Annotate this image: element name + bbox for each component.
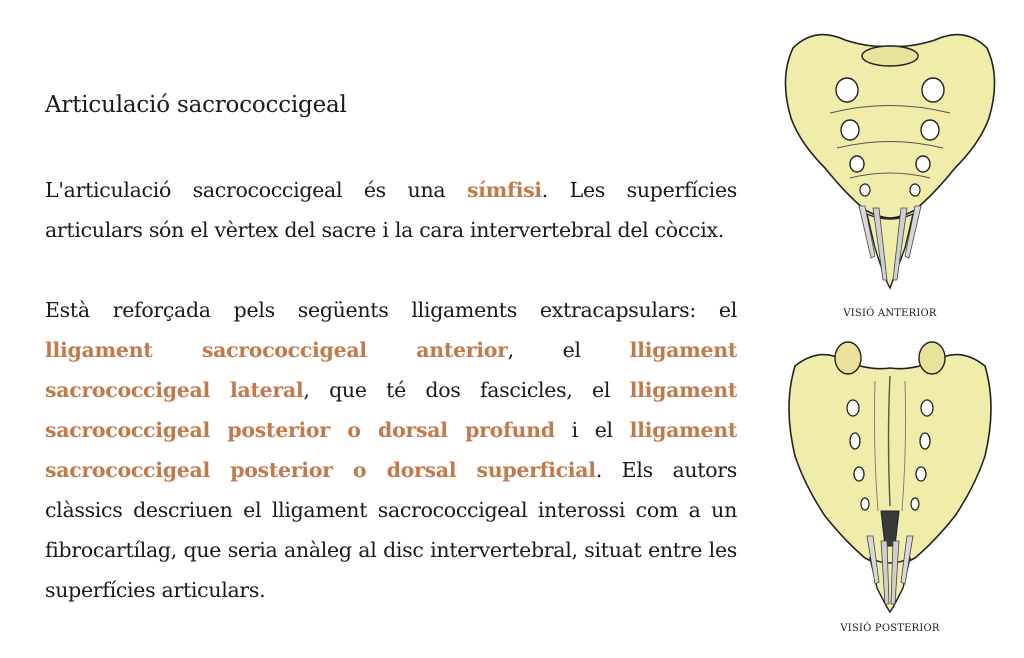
foramen-shape (916, 467, 926, 481)
foramen-shape (850, 156, 864, 172)
sacrum-anterior-figure (775, 18, 1005, 298)
foramen-shape (854, 467, 864, 481)
sacrum-posterior-illustration (775, 336, 1005, 616)
paragraph-ligaments (45, 290, 737, 610)
paragraph-text: Està reforçada pels següents lligaments extracapsulars: el (45, 298, 737, 322)
articular-process-shape (835, 342, 861, 374)
paragraph-text: i el (554, 418, 630, 442)
promontory-shape (862, 46, 918, 66)
sacrum-posterior-figure (775, 336, 1005, 616)
foramen-shape (920, 433, 930, 449)
caption-posterior: VISIÓ POSTERIOR (840, 623, 940, 634)
sacrum-anterior-illustration (775, 18, 1005, 298)
foramen-shape (836, 78, 858, 102)
foramen-shape (860, 184, 870, 196)
caption-anterior: VISIÓ ANTERIOR (843, 308, 937, 319)
link-ligament-lateral[interactable]: lligament sacrococcigeal lateral (45, 338, 737, 402)
foramen-shape (921, 400, 933, 416)
link-ligament-posterior-superficial[interactable]: lligament sacrococcigeal posterior o dorsal superficial (45, 418, 737, 482)
foramen-shape (921, 120, 939, 140)
foramen-shape (850, 433, 860, 449)
foramen-shape (841, 120, 859, 140)
foramen-shape (911, 498, 919, 510)
paragraph-text: , que té dos fascicles, el (303, 378, 630, 402)
link-simfisi[interactable]: símfisi (466, 178, 542, 202)
link-ligament-posterior-profund[interactable]: lligament sacrococcigeal posterior o dorsal profund (45, 378, 737, 442)
articular-process-shape (919, 342, 945, 374)
foramen-shape (861, 498, 869, 510)
paragraph-text: . Les superfícies articulars són el vèrtex del sacre i la cara intervertebral del còccix. (45, 178, 737, 242)
paragraph-definition (45, 170, 737, 250)
paragraph-text: , el (507, 338, 630, 362)
foramen-shape (916, 156, 930, 172)
foramen-shape (847, 400, 859, 416)
page-title: Articulació sacrococcigeal (45, 92, 347, 118)
paragraph-text: L'articulació sacrococcigeal és una (45, 178, 467, 202)
paragraph-text: . Els autors clàssics descriuen el lligament sacrococcigeal interossi com a un fibrocartílag, que seria anàleg al disc intervertebral, situat entre les superfícies articulars. (45, 458, 737, 602)
link-ligament-anterior[interactable]: lligament sacrococcigeal anterior (45, 338, 508, 362)
foramen-shape (922, 78, 944, 102)
foramen-shape (910, 184, 920, 196)
